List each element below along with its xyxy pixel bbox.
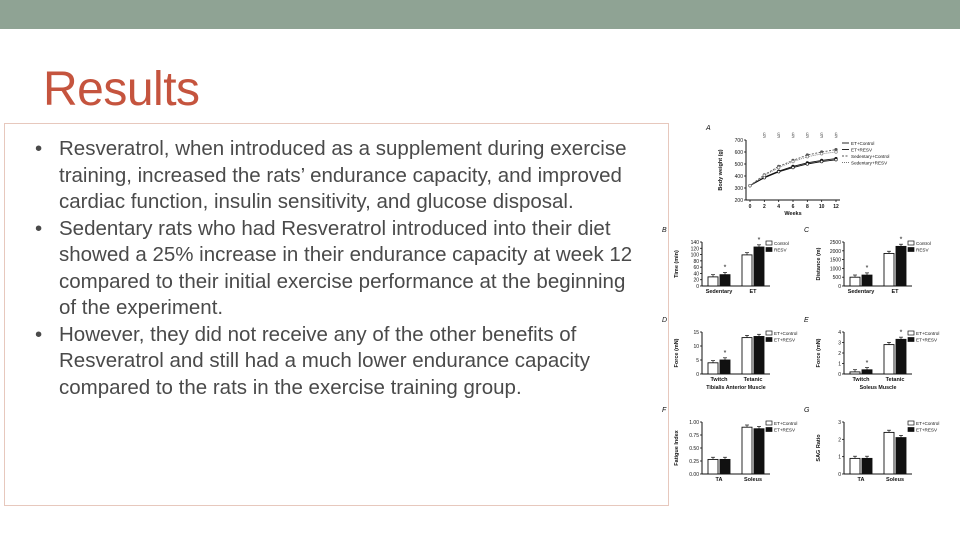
x-tick-label: TA [857, 477, 865, 483]
bullet-list [35, 136, 645, 401]
y-tick-label: 2500 [829, 240, 841, 246]
significance-marker: * [865, 265, 869, 273]
bar [708, 459, 718, 474]
y-tick-label: 0.25 [689, 459, 699, 465]
y-tick-label: 500 [734, 162, 743, 168]
x-tick-label: 8 [805, 204, 809, 210]
legend-swatch [766, 428, 772, 432]
y-tick-label: 700 [734, 138, 743, 144]
y-tick-label: 1.00 [689, 420, 699, 426]
legend-label: ET+RESV [851, 147, 873, 153]
legend-label: Sedentary+RESV [851, 160, 888, 166]
x-tick-label: Soleus [885, 477, 905, 483]
x-tick-label: Tetanic [743, 377, 763, 383]
x-axis-label: Soleus Muscle [859, 385, 897, 391]
bullet-dot: • [35, 322, 43, 346]
data-point [763, 174, 766, 177]
significance-marker: * [723, 350, 727, 357]
slide-title: Results [43, 63, 200, 116]
y-tick-label: 0 [838, 372, 841, 378]
bar [850, 277, 860, 286]
significance-marker: § [819, 133, 824, 139]
y-tick-label: 60 [693, 265, 699, 272]
legend-swatch [908, 421, 914, 425]
legend-label: ET+RESV [774, 337, 796, 343]
legend-label: ET+Control [851, 140, 875, 146]
bullet-item [35, 322, 645, 402]
bar [862, 458, 872, 474]
bullet-dot: • [35, 137, 43, 160]
bar [896, 438, 906, 474]
legend-swatch [908, 241, 914, 245]
bar [884, 432, 894, 474]
bullet-text: Sedentary rats who had Resveratrol introduced into their diet showed a 25% increase in their endurance capacity at week 12 compared to their initial exercise performance at the beginning of the experiment. [59, 216, 633, 319]
x-tick-label: ET [749, 289, 757, 295]
y-tick-label: 100 [690, 252, 699, 259]
significance-marker: § [805, 133, 810, 139]
y-tick-label: 10 [693, 344, 699, 350]
y-tick-label: 140 [690, 240, 699, 246]
y-axis-label: Force (mN) [674, 338, 680, 368]
significance-marker: * [899, 236, 903, 244]
significance-marker: § [834, 133, 838, 139]
significance-marker: § [776, 133, 781, 139]
x-tick-label: Tetanic [885, 377, 905, 383]
legend-swatch [908, 248, 914, 252]
x-tick-label: Twitch [852, 377, 870, 383]
legend-label: ET+Control [774, 330, 798, 336]
y-tick-label: 600 [734, 150, 743, 156]
significance-marker: * [757, 237, 761, 245]
legend-swatch [766, 338, 772, 342]
bar [742, 255, 752, 286]
legend-label: ET+Control [774, 420, 798, 426]
bar [884, 345, 894, 374]
bar [754, 247, 764, 286]
y-tick-label: 400 [734, 174, 743, 180]
legend-label: ET+RESV [774, 427, 796, 433]
legend-label: ET+Control [916, 330, 940, 336]
panel-letter: E [804, 317, 809, 324]
legend-label: RESV [774, 247, 787, 253]
y-tick-label: 5 [696, 358, 699, 364]
y-tick-label: 1500 [829, 257, 841, 264]
x-tick-label: Sedentary [847, 289, 875, 295]
y-tick-label: 0.50 [689, 446, 699, 452]
x-tick-label: TA [715, 477, 723, 483]
legend-swatch [908, 428, 914, 432]
x-tick-label: Sedentary [705, 289, 733, 295]
x-tick-label: Twitch [710, 377, 728, 383]
panel-letter: G [804, 407, 810, 414]
bar [754, 336, 764, 374]
y-axis-label: Fatigue Index [674, 430, 680, 466]
legend-label: ET+Control [916, 420, 940, 426]
x-tick-label: 6 [791, 204, 795, 210]
bullet-dot: • [35, 216, 43, 240]
panel-letter: A [706, 125, 711, 132]
x-tick-label: 0 [748, 204, 752, 210]
x-tick-label: ET [891, 289, 899, 295]
data-point [835, 151, 838, 154]
x-axis-label: Tibialis Anterior Muscle [706, 385, 766, 391]
figure-svg [662, 122, 960, 502]
y-tick-label: 0 [838, 472, 841, 478]
bar [720, 459, 730, 474]
panel-letter: D [662, 317, 668, 324]
y-tick-label: 15 [693, 330, 699, 336]
legend-label: RESV [916, 247, 929, 253]
bar [708, 363, 718, 374]
bar [708, 277, 718, 286]
data-point [820, 160, 823, 163]
legend-swatch [766, 248, 772, 252]
bar [720, 275, 730, 286]
y-axis-label: Time (min) [674, 250, 680, 278]
y-axis-label: Force (mN) [816, 338, 822, 368]
y-tick-label: 1 [838, 361, 841, 368]
legend-swatch [766, 331, 772, 335]
bullet-item [35, 216, 645, 322]
y-tick-label: 200 [734, 198, 743, 204]
series-line [750, 160, 836, 186]
bullet-text: Resveratrol, when introduced as a supplement during exercise training, increased the rats’ endurance capacity, and improved cardiac function, insulin sensitivity, and glucose disposal. [59, 137, 627, 213]
legend-swatch [908, 331, 914, 335]
y-tick-label: 1 [838, 454, 841, 461]
legend-swatch [766, 421, 772, 425]
y-tick-label: 80 [693, 258, 699, 265]
y-tick-label: 4 [838, 330, 841, 336]
x-tick-label: Soleus [743, 477, 763, 483]
panel-letter: F [662, 407, 667, 414]
data-point [806, 156, 809, 159]
bar [896, 339, 906, 374]
bar [720, 360, 730, 374]
bar [850, 458, 860, 474]
panel-letter: C [804, 227, 810, 234]
bar [850, 372, 860, 374]
y-axis-label: SAG Ratio [816, 434, 822, 462]
y-tick-label: 0.00 [689, 472, 699, 478]
bar [862, 370, 872, 374]
data-point [749, 184, 752, 187]
legend-label: Control [916, 240, 931, 246]
data-point [835, 159, 838, 162]
x-axis-label: Weeks [784, 211, 802, 217]
y-tick-label: 3 [838, 340, 841, 347]
y-tick-label: 2000 [829, 248, 841, 255]
y-tick-label: 40 [693, 271, 699, 278]
y-tick-label: 0.75 [689, 433, 699, 439]
data-point [792, 160, 795, 163]
significance-marker: * [723, 264, 727, 272]
x-tick-label: 2 [762, 204, 766, 210]
y-tick-label: 1000 [829, 266, 841, 273]
y-tick-label: 2 [838, 351, 841, 357]
data-point [792, 166, 795, 169]
y-tick-label: 0 [696, 372, 699, 378]
data-point [777, 171, 780, 174]
significance-marker: * [865, 359, 869, 367]
data-point [777, 166, 780, 169]
y-axis-label: Distance (m) [816, 247, 822, 281]
bar [742, 338, 752, 374]
bullet-text: However, they did not receive any of the other benefits of Resveratrol and still had a much lower endurance capacity compared to the rats in the exercise training group. [59, 322, 590, 399]
y-tick-label: 120 [690, 246, 699, 253]
x-tick-label: 4 [777, 204, 781, 210]
bar [754, 429, 764, 474]
y-tick-label: 300 [734, 186, 743, 192]
significance-marker: § [791, 133, 795, 139]
y-tick-label: 2 [838, 437, 841, 444]
data-point [806, 163, 809, 166]
legend-label: Control [774, 240, 789, 246]
significance-marker: * [899, 329, 903, 337]
y-axis-label: Body weight (g) [718, 149, 724, 191]
legend-label: ET+RESV [916, 427, 938, 433]
y-tick-label: 0 [696, 284, 699, 290]
results-figure [662, 122, 960, 502]
y-tick-label: 0 [838, 284, 841, 290]
x-tick-label: 10 [818, 204, 825, 210]
panel-letter: B [662, 227, 667, 234]
legend-label: ET+RESV [916, 337, 938, 343]
x-tick-label: 12 [833, 204, 839, 210]
legend-label: Sedentary+Control [851, 153, 890, 159]
legend-swatch [766, 241, 772, 245]
legend-swatch [908, 338, 914, 342]
bar [884, 253, 894, 286]
significance-marker: § [762, 133, 767, 139]
bar [742, 427, 752, 474]
bar [896, 246, 906, 286]
y-tick-label: 20 [693, 277, 699, 284]
top-accent-bar [0, 0, 960, 29]
y-tick-label: 3 [838, 420, 841, 426]
data-point [820, 153, 823, 156]
bar [862, 275, 872, 286]
bullet-item [35, 136, 645, 216]
y-tick-label: 500 [832, 275, 841, 282]
